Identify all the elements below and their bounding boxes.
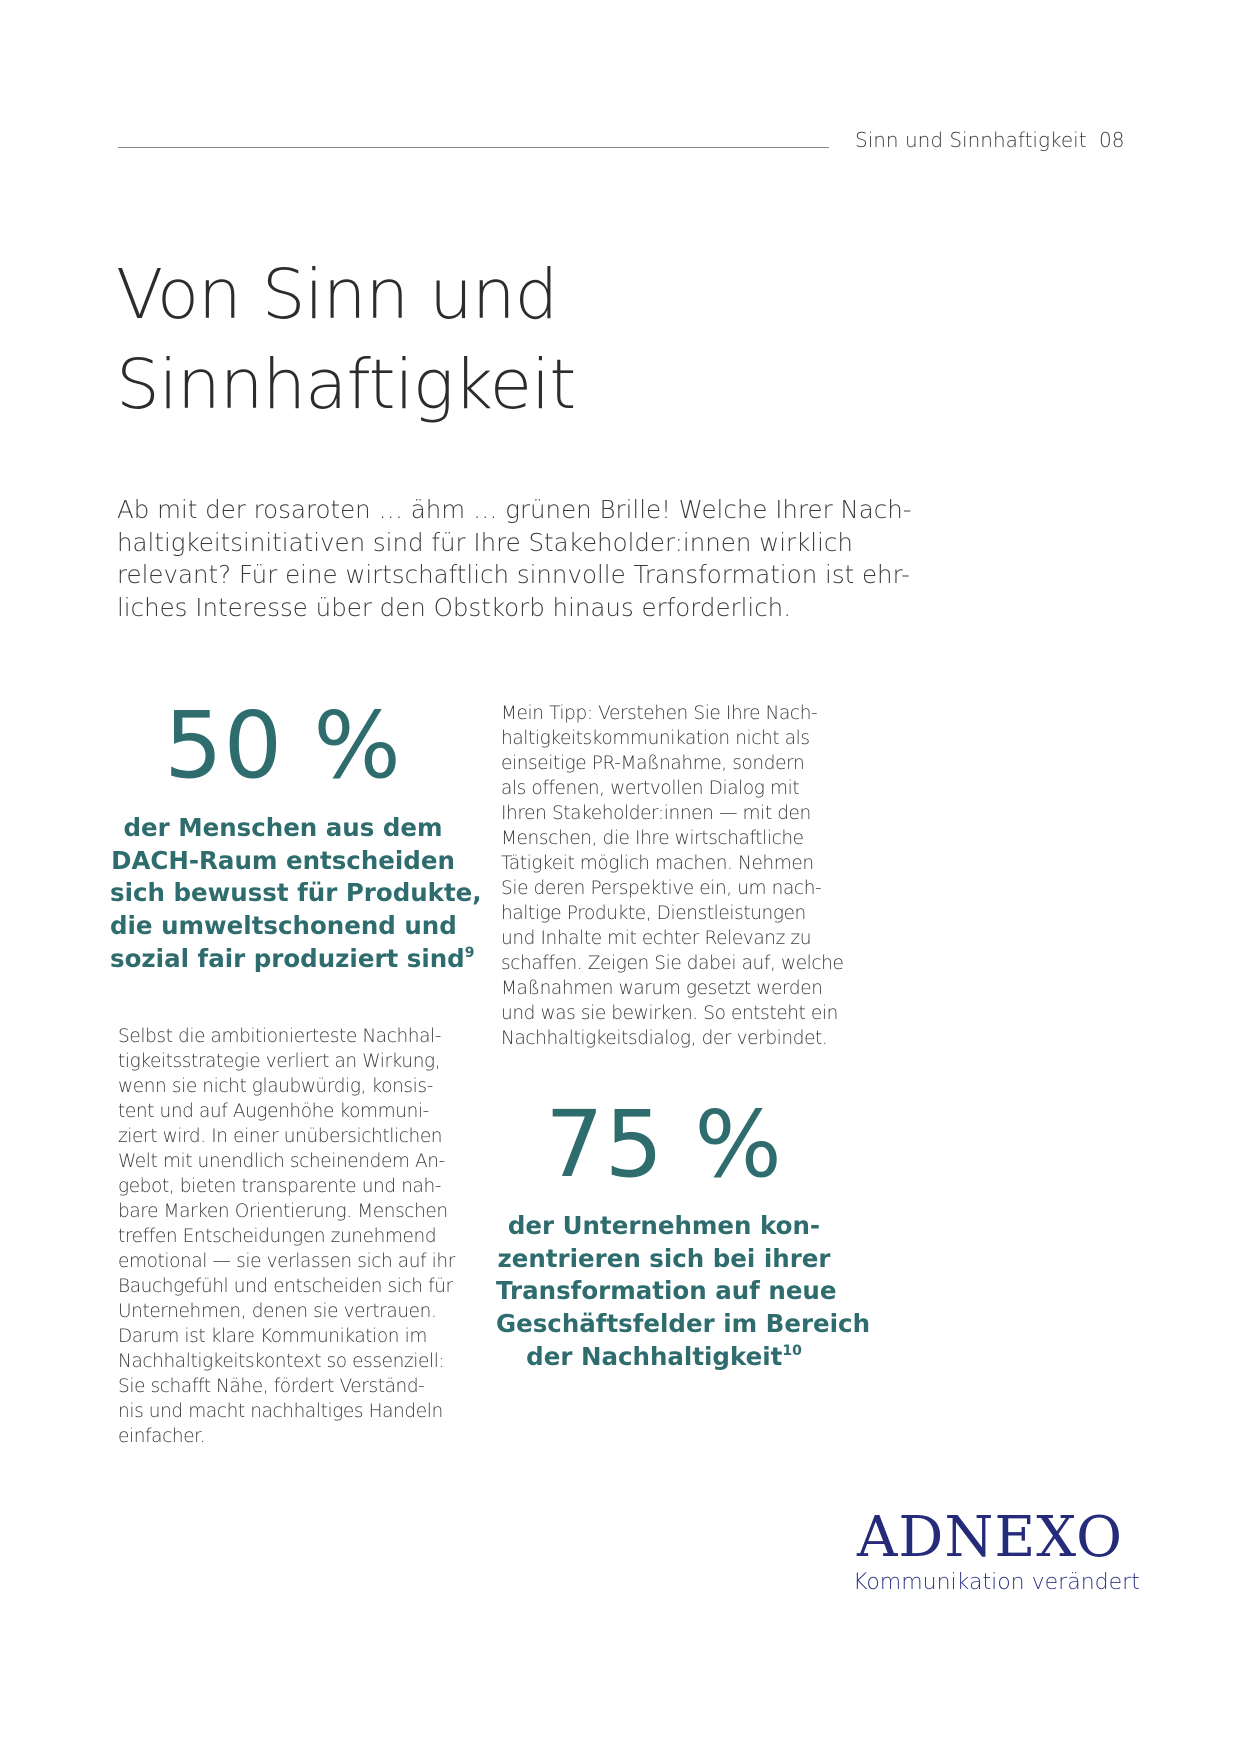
stat-caption-line: der Unternehmen kon-	[507, 1211, 821, 1240]
page-title-line: Sinnhaftigkeit	[116, 345, 576, 425]
stat-caption-line: Geschäftsfelder im Bereich	[496, 1309, 871, 1339]
tip-line: und was sie bewirken. So entsteht ein	[501, 1003, 838, 1024]
header-rule	[118, 147, 829, 148]
adnexo-logo	[853, 1505, 1140, 1598]
body-paragraph	[118, 1024, 455, 1449]
stat-caption-line	[496, 1341, 832, 1374]
body-line: emotional — sie verlassen sich auf ihr	[118, 1251, 455, 1272]
body-line: Sie schafft Nähe, fördert Verständ-	[118, 1376, 425, 1397]
body-line: tigkeitsstrategie verliert an Wirkung,	[118, 1051, 441, 1072]
footnote-ref-9: 9	[464, 944, 475, 961]
body-line: Unternehmen, denen sie vertrauen.	[118, 1301, 437, 1322]
stat-caption-line	[110, 943, 475, 976]
body-line: nis und macht nachhaltiges Handeln	[118, 1401, 443, 1422]
body-line: treffen Entscheidungen zunehmend	[118, 1226, 437, 1247]
stat-caption-line: der Menschen aus dem	[123, 813, 443, 842]
body-line: bare Marken Orientierung. Menschen	[118, 1201, 448, 1222]
tip-line: Menschen, die Ihre wirtschaftliche	[501, 828, 804, 849]
body-line: ziert wird. In einer unübersichtlichen	[118, 1126, 443, 1147]
lead-line: liches Interesse über den Obstkorb hinaus erforderlich.	[117, 592, 792, 622]
tip-paragraph	[501, 701, 844, 1051]
footnote-ref-10: 10	[782, 1342, 802, 1359]
body-line: Nachhaltigkeitskontext so essenziell:	[118, 1351, 445, 1372]
running-title: Sinn und Sinnhaftigkeit	[855, 128, 1087, 152]
stat-caption-text: der Nachhaltigkeit	[526, 1341, 783, 1371]
tip-line: schaffen. Zeigen Sie dabei auf, welche	[501, 953, 844, 974]
lead-paragraph	[117, 494, 912, 624]
tip-line: als offenen, wertvollen Dialog mit	[501, 778, 800, 799]
tip-line: Mein Tipp: Verstehen Sie Ihre Nach-	[501, 703, 818, 724]
lead-line: relevant? Für eine wirtschaftlich sinnvolle Transformation ist ehr-	[117, 560, 910, 589]
tip-line: und Inhalte mit echter Relevanz zu	[501, 928, 812, 949]
stat-caption-text: sozial fair produziert sind	[110, 943, 465, 973]
body-line: einfacher.	[118, 1426, 206, 1447]
logo-tagline: Kommunikation verändert	[853, 1570, 1140, 1595]
page-title	[116, 250, 816, 430]
stat-caption-line: Transformation auf neue	[496, 1276, 837, 1306]
body-line: wenn sie nicht glaubwürdig, konsis-	[118, 1076, 433, 1097]
stat-50-percent: 50 %	[164, 692, 402, 799]
stat-caption-line: zentrieren sich bei ihrer	[497, 1243, 831, 1273]
body-line: Selbst die ambitionierteste Nachhal-	[118, 1026, 442, 1047]
stat-caption-line: sich bewusst für Produkte,	[110, 878, 482, 908]
body-line: gebot, bieten transparente und nah-	[118, 1176, 442, 1197]
body-line: Welt mit unendlich scheinendem An-	[118, 1151, 445, 1172]
tip-line: Tätigkeit möglich machen. Nehmen	[501, 853, 814, 874]
tip-line: haltigkeitskommunikation nicht als	[501, 728, 810, 749]
tip-line: Sie deren Perspektive ein, um nach-	[501, 878, 822, 899]
body-line: tent und auf Augenhöhe kommuni-	[118, 1101, 429, 1122]
tip-line: Ihren Stakeholder:innen — mit den	[501, 803, 811, 824]
page-number: 08	[1099, 128, 1125, 152]
lead-line: Ab mit der rosaroten … ähm … grünen Brille! Welche Ihrer Nach-	[117, 495, 912, 524]
stat-caption-line: die umweltschonend und	[110, 911, 457, 941]
tip-line: haltige Produkte, Dienstleistungen	[501, 903, 806, 924]
logo-wordmark: ADNEXO	[856, 1505, 1123, 1570]
tip-line: einseitige PR-Maßnahme, sondern	[501, 753, 805, 774]
tip-line: Maßnahmen warum gesetzt werden	[501, 978, 823, 999]
stat-50-caption	[110, 812, 482, 976]
lead-line: haltigkeitsinitiativen sind für Ihre Stakeholder:innen wirklich	[117, 527, 853, 557]
stat-75-caption	[496, 1210, 871, 1374]
body-line: Bauchgefühl und entscheiden sich für	[118, 1276, 453, 1297]
page-title-line: Von Sinn und	[116, 255, 558, 335]
body-line: Darum ist klare Kommunikation im	[118, 1326, 427, 1347]
stat-caption-line: DACH-Raum entscheiden	[111, 845, 455, 875]
tip-line: Nachhaltigkeitsdialog, der verbindet.	[501, 1028, 828, 1049]
stat-75-percent: 75 %	[545, 1091, 783, 1198]
